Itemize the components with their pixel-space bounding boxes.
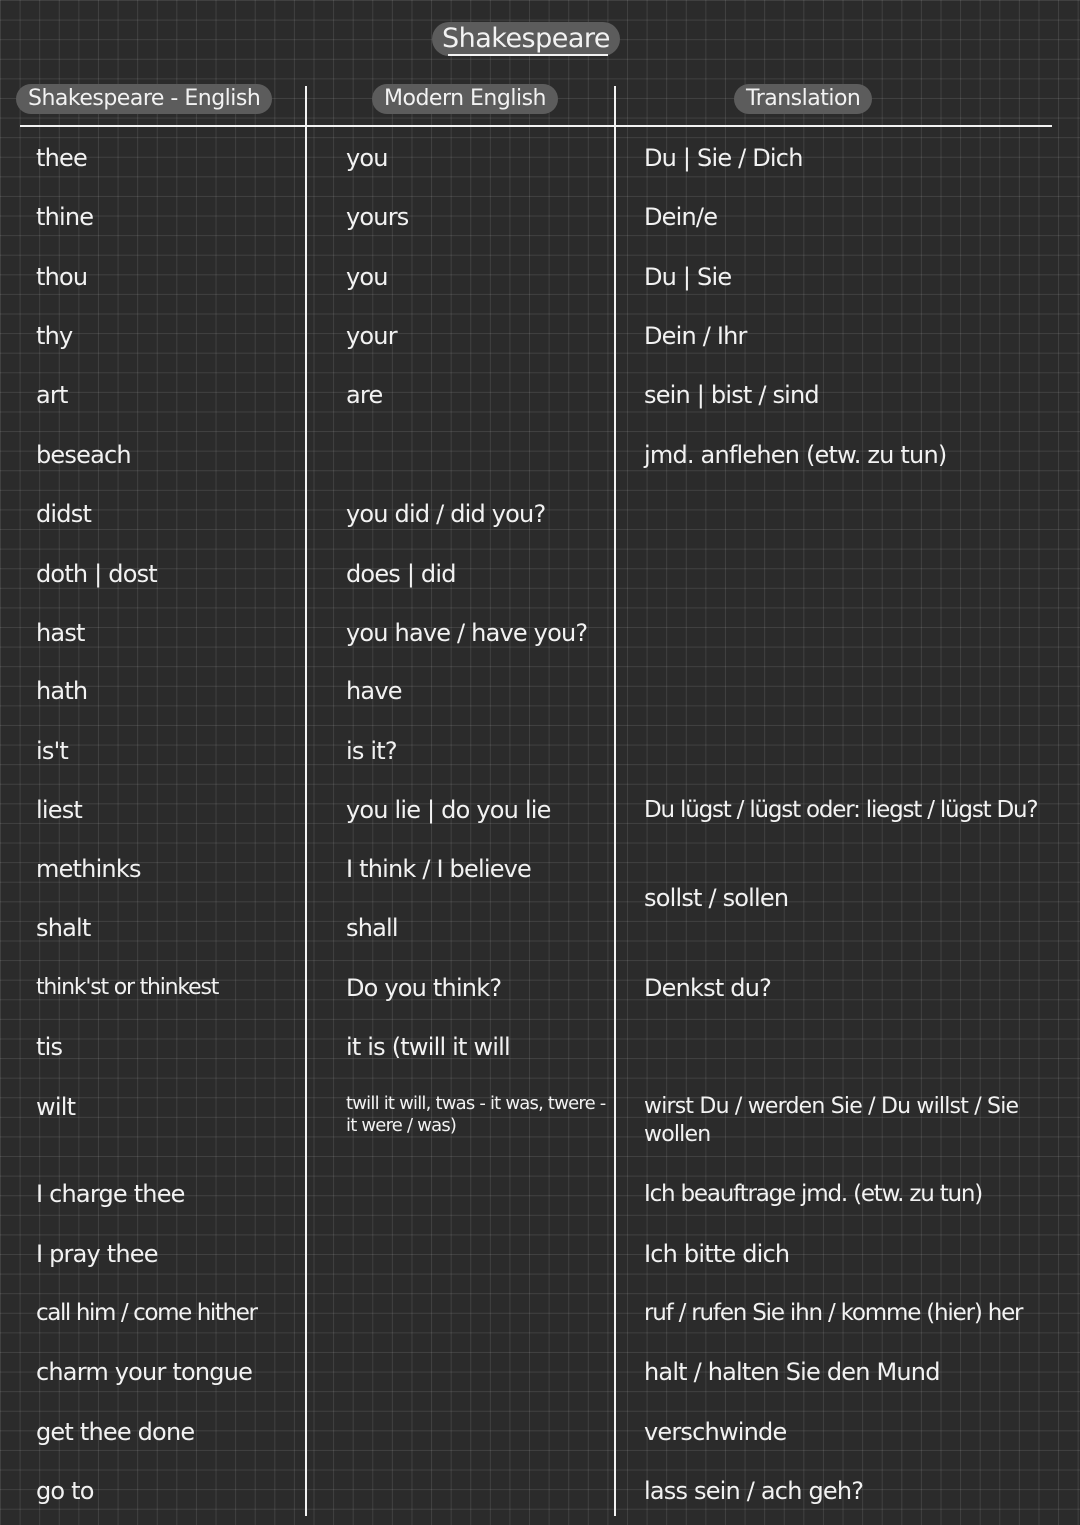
modern-term: it is (twill it will (346, 1033, 510, 1061)
translation-term: Du | Sie (644, 263, 732, 291)
shakespeare-term: think'st or thinkest (36, 975, 219, 1000)
modern-term: you did / did you? (346, 500, 546, 528)
shakespeare-term: I pray thee (36, 1240, 158, 1268)
translation-term: sein | bist / sind (644, 381, 819, 409)
translation-term: Dein / Ihr (644, 322, 747, 350)
shakespeare-term: wilt (36, 1093, 76, 1121)
shakespeare-term: art (36, 381, 68, 409)
shakespeare-term: thee (36, 144, 87, 172)
shakespeare-term: didst (36, 500, 92, 528)
shakespeare-term: charm your tongue (36, 1358, 253, 1386)
shakespeare-term: methinks (36, 855, 141, 883)
modern-term: you (346, 263, 388, 291)
shakespeare-term: tis (36, 1033, 63, 1061)
translation-term: Du | Sie / Dich (644, 144, 803, 172)
title-underline (448, 54, 608, 56)
shakespeare-term: hast (36, 619, 85, 647)
modern-term: have (346, 677, 402, 705)
translation-term: Dein/e (644, 203, 718, 231)
column-header-translation: Translation (734, 84, 872, 114)
page-title: Shakespeare (432, 22, 620, 56)
modern-term: yours (346, 203, 409, 231)
modern-term: is it? (346, 737, 397, 765)
modern-term: you lie | do you lie (346, 796, 551, 824)
header-divider (20, 125, 1052, 127)
shakespeare-term: call him / come hither (36, 1300, 257, 1326)
modern-term: shall (346, 914, 398, 942)
shakespeare-term: is't (36, 737, 68, 765)
modern-term: you have / have you? (346, 619, 588, 647)
translation-term: halt / halten Sie den Mund (644, 1358, 940, 1386)
translation-term: wirst Du / werden Sie / Du willst / Sie wollen (644, 1094, 1019, 1147)
column-divider-1 (305, 86, 307, 1516)
modern-term: your (346, 322, 397, 350)
translation-term: ruf / rufen Sie ihn / komme (hier) her (644, 1300, 1023, 1326)
column-header-shakespeare: Shakespeare - English (16, 84, 272, 114)
translation-term: lass sein / ach geh? (644, 1477, 864, 1505)
translation-term: sollst / sollen (644, 884, 789, 912)
shakespeare-term: doth | dost (36, 560, 157, 588)
shakespeare-term: get thee done (36, 1418, 195, 1446)
shakespeare-term: thy (36, 322, 73, 350)
translation-term: Du lügst / lügst oder: liegst / lügst Du? (644, 797, 1038, 823)
modern-term: are (346, 381, 383, 409)
shakespeare-term: shalt (36, 914, 91, 942)
shakespeare-term: I charge thee (36, 1180, 185, 1208)
shakespeare-term: beseach (36, 441, 131, 469)
translation-term: jmd. anflehen (etw. zu tun) (644, 441, 947, 469)
shakespeare-term: thine (36, 203, 94, 231)
modern-term: does | did (346, 560, 456, 588)
modern-term: you (346, 144, 388, 172)
translation-term: verschwinde (644, 1418, 787, 1446)
shakespeare-term: hath (36, 677, 88, 705)
modern-term: I think / I believe (346, 855, 532, 883)
shakespeare-term: liest (36, 796, 83, 824)
shakespeare-term: go to (36, 1477, 94, 1505)
modern-term: twill it will, twas - it was, twere - it were / was) (346, 1093, 606, 1136)
shakespeare-term: thou (36, 263, 88, 291)
translation-term: Denkst du? (644, 974, 772, 1002)
column-divider-2 (614, 86, 616, 1516)
modern-term: Do you think? (346, 974, 502, 1002)
translation-term: Ich beauftrage jmd. (etw. zu tun) (644, 1181, 983, 1207)
column-header-modern: Modern English (372, 84, 558, 114)
translation-term: Ich bitte dich (644, 1240, 790, 1268)
